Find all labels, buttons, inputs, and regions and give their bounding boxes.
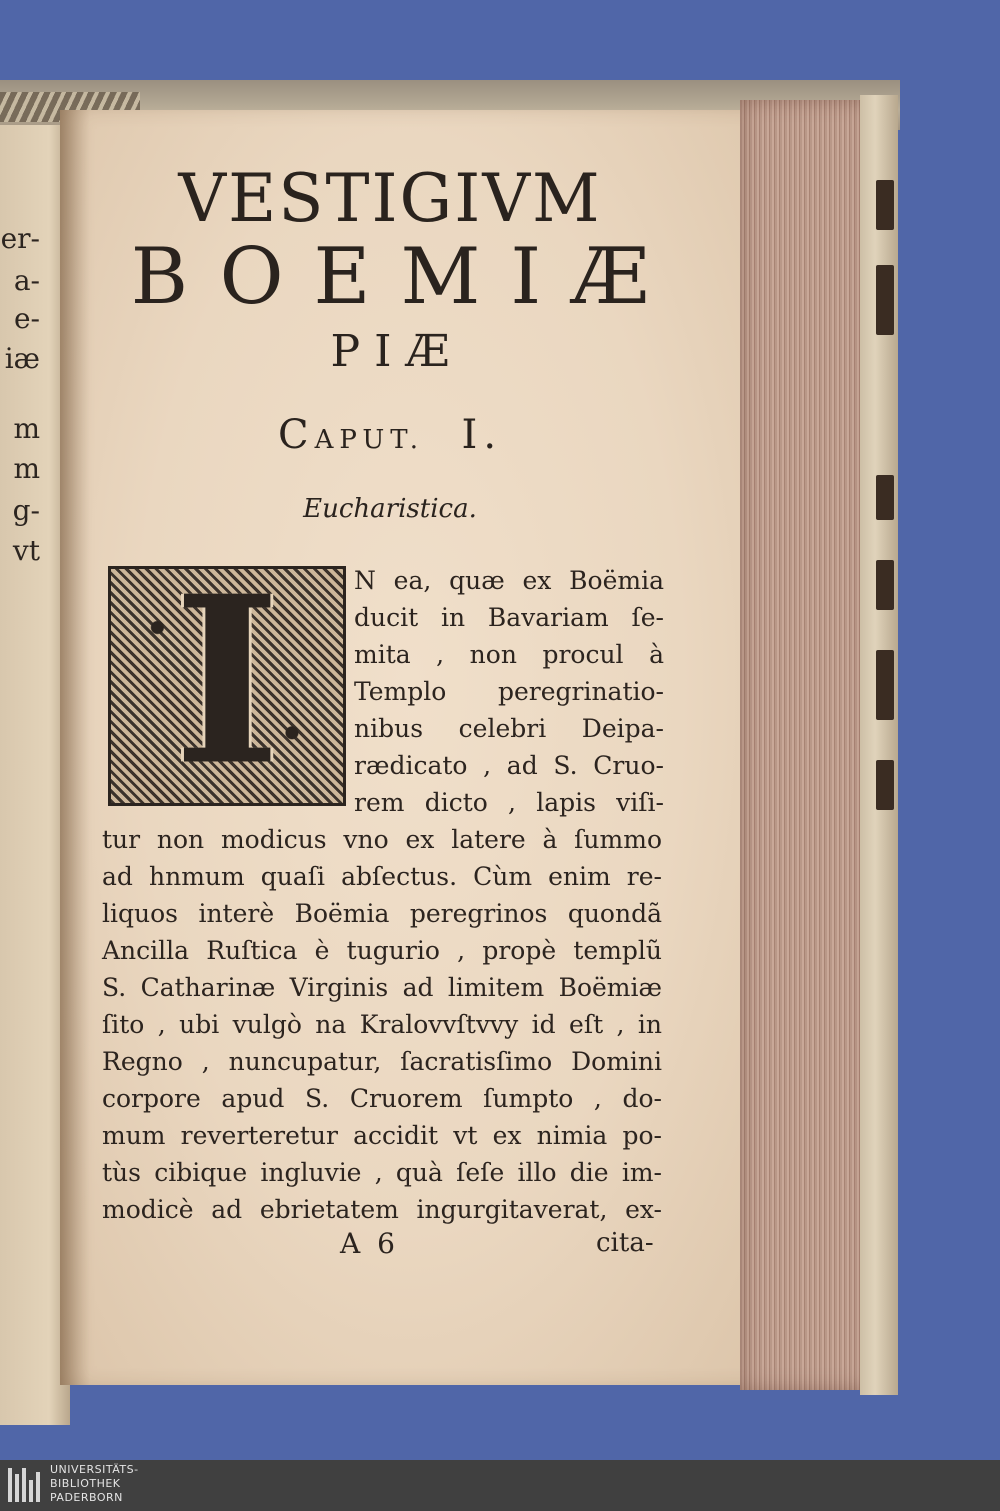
chapter-heading <box>100 412 680 458</box>
chapter-cap-rest: APUT. <box>314 425 425 455</box>
title-line-3: PIÆ <box>330 326 464 377</box>
text-line: ſito , ubi vulgò na Kralovvſtvvy id eſt , in <box>102 1010 662 1039</box>
spine-mark <box>876 560 894 610</box>
left-page-fragment: iæ <box>4 342 40 375</box>
library-name-line-2: BIBLIOTHEK <box>50 1477 121 1490</box>
left-page-fragment: vt <box>12 534 40 567</box>
library-logo-icon <box>6 1464 42 1506</box>
text-line: mita , non procul à <box>354 640 664 669</box>
text-line: tùs cibique ingluvie , quà ſeſe illo die im- <box>102 1158 662 1187</box>
chapter-cap-first: C <box>277 412 315 458</box>
text-line: Templo peregrinatio- <box>354 677 664 706</box>
text-line: tur non modicus vno ex latere à ſummo <box>102 825 662 854</box>
spine-mark <box>876 760 894 810</box>
page-edges <box>740 100 870 1390</box>
title-line-2: BOEMIÆ <box>130 232 680 322</box>
library-name-line-3: PADERBORN <box>50 1491 123 1504</box>
left-page-fragment: g- <box>12 494 40 527</box>
spine-mark <box>876 650 894 720</box>
footer-bar <box>0 1460 1000 1511</box>
title-line-1: VESTIGIVM <box>178 160 602 237</box>
text-line: rædicato , ad S. Cruo- <box>354 751 664 780</box>
initial-letter: I <box>173 546 281 817</box>
spine-mark <box>876 265 894 335</box>
left-page-fragment: m <box>13 452 40 485</box>
text-line: S. Catharinæ Virginis ad limitem Boëmiæ <box>102 973 662 1002</box>
decorated-initial <box>108 546 346 817</box>
text-line: nibus celebri Deipa- <box>354 714 664 743</box>
text-line: N ea, quæ ex Boëmia <box>354 566 664 595</box>
text-line: Regno , nuncupatur, ſacratisſimo Domini <box>102 1047 662 1076</box>
text-line: mum reverteretur accidit vt ex nimia po- <box>102 1121 662 1150</box>
text-line: ducit in Bavariam ſe- <box>354 603 664 632</box>
chapter-numeral: I. <box>461 412 503 458</box>
spine-mark <box>876 180 894 230</box>
spine-mark <box>876 475 894 520</box>
library-name <box>50 1463 139 1505</box>
catchword: cita- <box>596 1228 654 1258</box>
text-line: Ancilla Ruſtica è tugurio , propè templũ <box>102 936 662 965</box>
text-line: corpore apud S. Cruorem ſumpto , do- <box>102 1084 662 1113</box>
signature-mark: A 6 <box>340 1227 399 1260</box>
chapter-subtitle: Eucharistica. <box>303 494 477 524</box>
text-line: modicè ad ebrietatem ingurgitaverat, ex- <box>102 1195 662 1224</box>
text-line: liquos interè Boëmia peregrinos quondã <box>102 899 662 928</box>
text-line: ad hnmum quaſi abſectus. Cùm enim re- <box>102 862 662 891</box>
text-line: rem dicto , lapis viſi- <box>354 788 664 817</box>
gutter-shadow <box>60 110 90 1385</box>
left-page-fragment: er- <box>0 222 40 255</box>
left-page-fragment: e- <box>13 302 40 335</box>
left-page-fragment: m <box>13 412 40 445</box>
library-name-line-1: UNIVERSITÄTS- <box>50 1463 139 1476</box>
left-page-fragment: a- <box>13 264 40 297</box>
